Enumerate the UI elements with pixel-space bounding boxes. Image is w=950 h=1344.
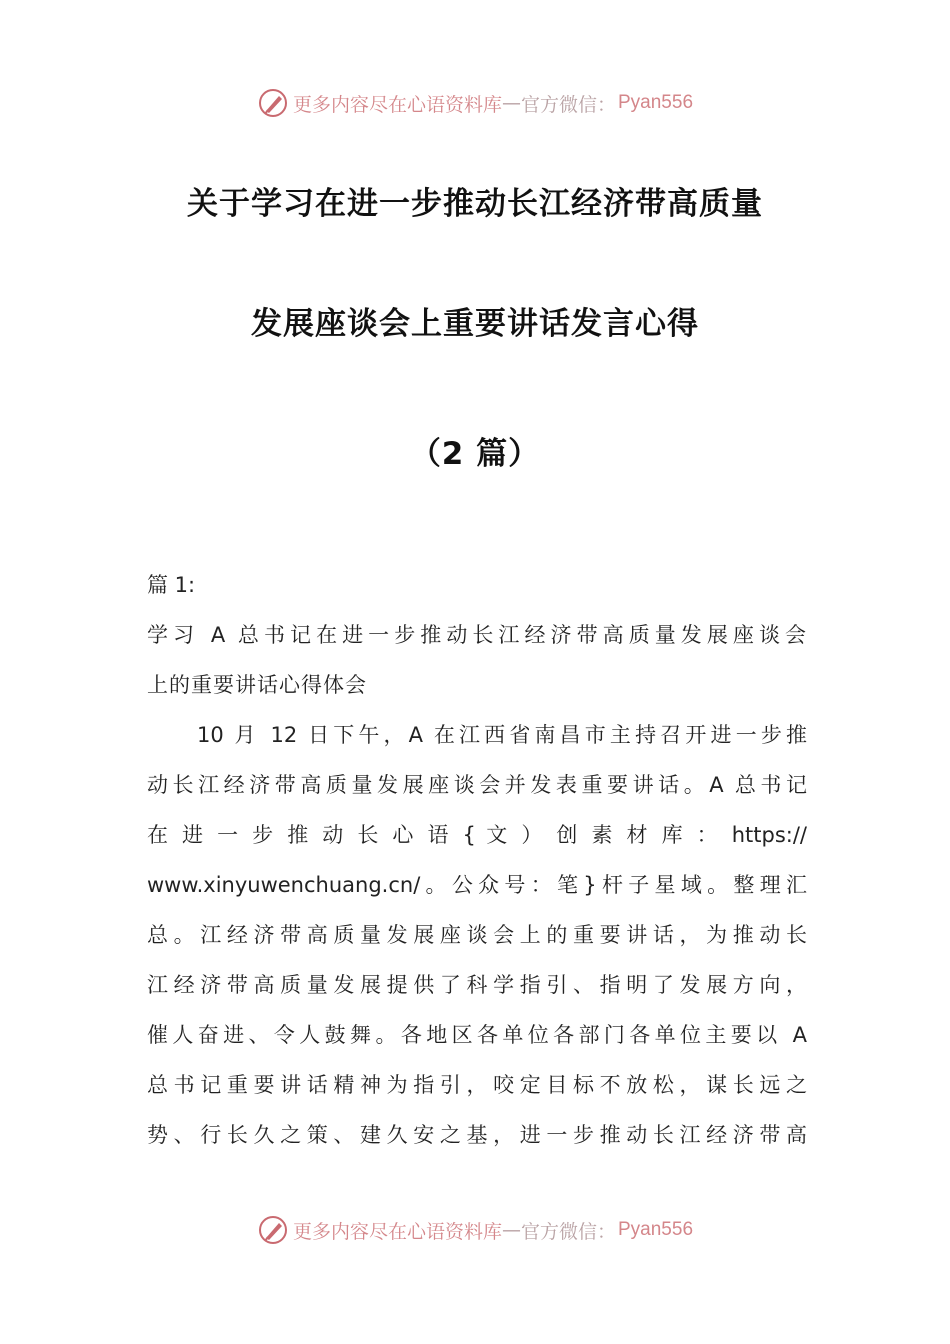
header-banner	[0, 83, 950, 123]
paragraph-line: 江经济带高质量发展提供了科学指引、指明了发展方向，	[147, 973, 807, 997]
paragraph-line: www.xinyuwenchuang.cn/。公众号：笔}杆子星域。整理汇	[147, 873, 807, 897]
banner-text: 更多内容尽在心语资料库	[292, 93, 502, 116]
banner-wechat-label: 官方微信：	[520, 1220, 616, 1243]
banner-dash: —	[501, 92, 521, 114]
document-title-line-1: 关于学习在进一步推动长江经济带高质量	[187, 186, 763, 222]
quill-pen-logo-icon	[257, 1214, 289, 1246]
article-heading-line-2: 上的重要讲话心得体会	[147, 673, 367, 697]
banner-dash: —	[501, 1219, 521, 1241]
footer-banner	[0, 1210, 950, 1250]
document-title-count: （2 篇）	[409, 436, 541, 472]
paragraph-line: 总书记重要讲话精神为指引，咬定目标不放松，谋长远之	[147, 1073, 807, 1097]
document-title-line-2: 发展座谈会上重要讲话发言心得	[251, 306, 699, 342]
paragraph-line: 10 月 12 日下午，A 在江西省南昌市主持召开进一步推	[197, 723, 807, 747]
quill-pen-logo-icon	[257, 87, 289, 119]
paragraph-line: 总。江经济带高质量发展座谈会上的重要讲话，为推动长	[147, 923, 807, 947]
section-label: 篇 1:	[147, 573, 196, 597]
banner-account: Pyan556	[618, 92, 694, 113]
banner-wechat-label: 官方微信：	[520, 93, 616, 116]
paragraph-line: 势、行长久之策、建久安之基，进一步推动长江经济带高	[147, 1123, 807, 1147]
paragraph-line: 催人奋进、令人鼓舞。各地区各单位各部门各单位主要以 A	[147, 1023, 807, 1047]
paragraph-line: 在 进 一 步 推 动 长 心 语 { 文 ） 创 素 材 库 ： https://	[147, 823, 807, 847]
banner-text: 更多内容尽在心语资料库	[292, 1220, 502, 1243]
paragraph-line: 动长江经济带高质量发展座谈会并发表重要讲话。A 总书记	[147, 773, 807, 797]
banner-account: Pyan556	[618, 1219, 694, 1240]
article-heading-line-1: 学习 A 总书记在进一步推动长江经济带高质量发展座谈会	[147, 623, 807, 647]
